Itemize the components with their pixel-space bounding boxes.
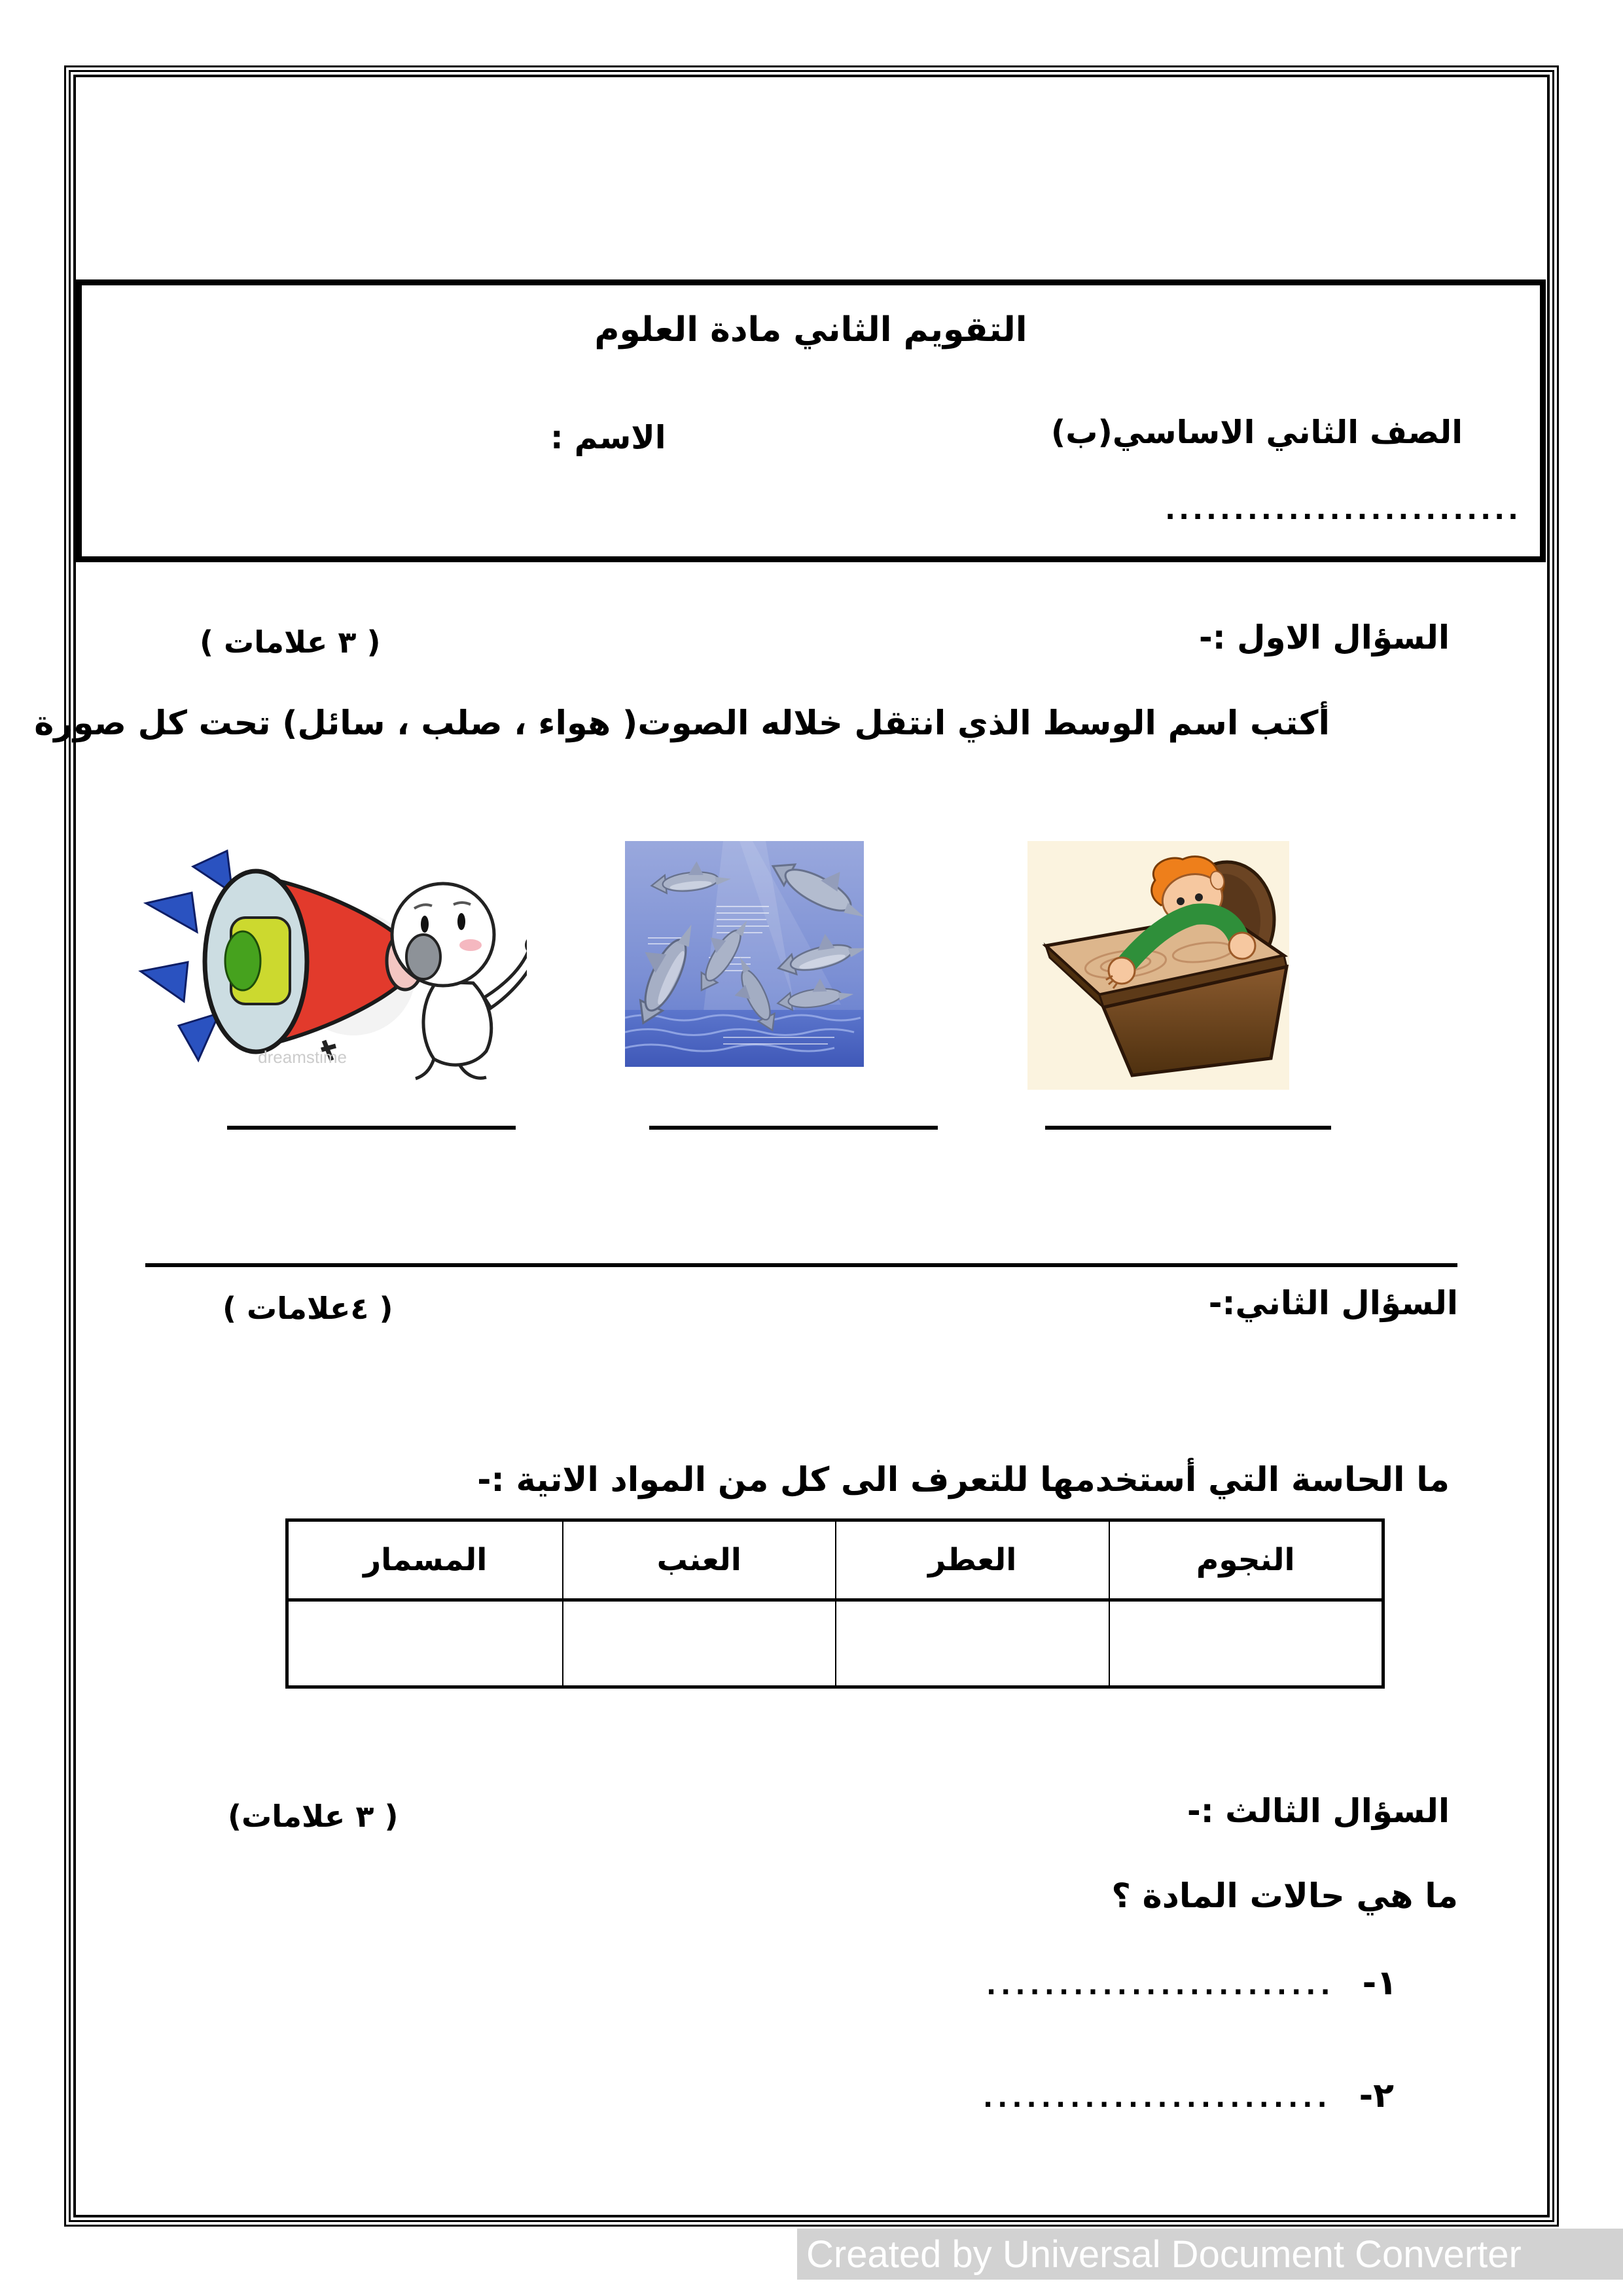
senses-table	[285, 1518, 1385, 1689]
dolphins-underwater-image	[625, 841, 864, 1067]
converter-credit-text: Created by Universal Document Converter	[806, 2233, 1522, 2276]
question1-heading: السؤال الاول :-	[1198, 619, 1450, 656]
boy-listening-desk-image	[1027, 841, 1289, 1090]
q3-item-2	[983, 2076, 1394, 2115]
answer-line-1	[227, 1126, 516, 1130]
grade-label: الصف الثاني الاساسي(ب)	[1050, 414, 1463, 451]
q3-item-1	[986, 1964, 1397, 2003]
answer-line-2	[649, 1126, 938, 1130]
exam-title: التقويم الثاني مادة العلوم	[594, 310, 1027, 350]
question3-prompt: ما هي حالات المادة ؟	[1111, 1877, 1458, 1916]
q3-item-2-dotted-line: ........................	[982, 2083, 1332, 2113]
question3-marks: ( ٣ علامات)	[228, 1799, 399, 1834]
question3-heading: السؤال الثالث :-	[1186, 1792, 1450, 1830]
dreamstime-watermark: dreamstime	[258, 1047, 347, 1067]
senses-table-answer-row	[289, 1602, 1382, 1685]
megaphone-inner-green	[225, 931, 260, 990]
senses-table-header-row	[289, 1522, 1382, 1602]
right-hand	[1229, 933, 1255, 959]
table-cell-answer-grapes	[562, 1602, 836, 1685]
answer-line-3	[1045, 1126, 1331, 1130]
name-dotted-line: ..........................	[1165, 493, 1522, 526]
name-label: الاسم :	[550, 419, 666, 456]
converter-banner	[797, 2229, 1623, 2280]
q3-item-1-number: ١-	[1362, 1964, 1397, 2003]
table-header-grapes: العنب	[562, 1522, 836, 1598]
q3-item-1-dotted-line: ........................	[986, 1971, 1335, 2001]
section-divider	[145, 1263, 1457, 1267]
table-header-stars: النجوم	[1109, 1522, 1382, 1598]
table-header-perfume: العطر	[835, 1522, 1109, 1598]
question1-prompt: أكتب اسم الوسط الذي انتقل خلاله الصوت( هواء ، صلب ، سائل) تحت كل صورة	[34, 704, 1330, 743]
megaphone-shouting-image	[128, 833, 527, 1093]
table-header-nail: المسمار	[363, 1542, 488, 1578]
question1-marks: ( ٣ علامات )	[200, 624, 381, 660]
table-cell-answer-stars	[1109, 1602, 1382, 1685]
question2-heading: السؤال الثاني:-	[1208, 1284, 1458, 1322]
table-cell-answer-perfume	[835, 1602, 1109, 1685]
table-cell-answer-nail	[289, 1602, 562, 1685]
question2-prompt: ما الحاسة التي أستخدمها للتعرف الى كل من المواد الاتية :-	[477, 1461, 1450, 1499]
question2-marks: ( ٤علامات )	[223, 1291, 393, 1326]
header-box	[76, 279, 1546, 562]
q3-item-2-number: ٢-	[1359, 2076, 1394, 2115]
open-mouth	[406, 935, 440, 979]
